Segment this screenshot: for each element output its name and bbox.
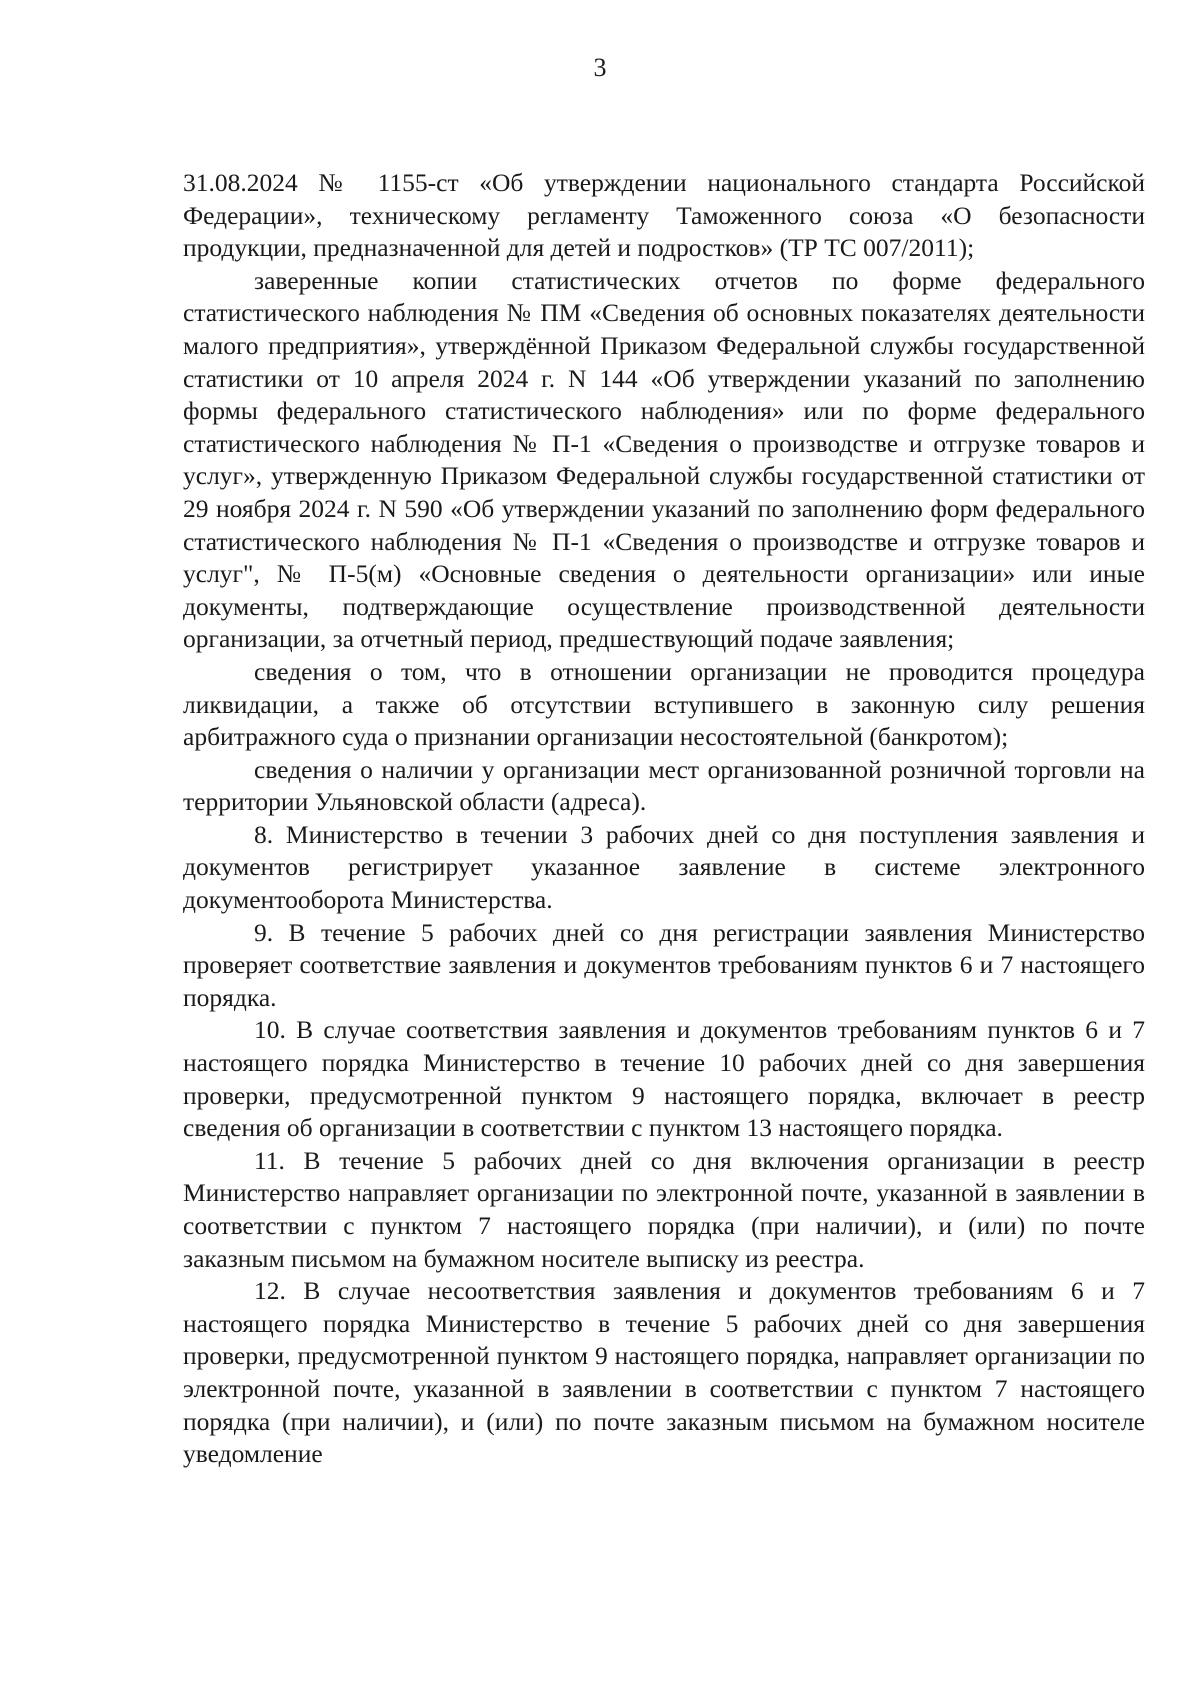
paragraph-item-8: 8. Министерство в течении 3 рабочих дней со дня поступления заявления и документов регистрирует указанное заявление в системе электронного документооборота Министерства. xyxy=(183,819,1145,915)
paragraph-liquidation-info: сведения о том, что в отношении организации не проводится процедура ликвидации, а также об отсутствии вступившего в законную силу решения арбитражного суда о признании организации несостоятельной (банкротом); xyxy=(183,656,1145,752)
paragraph-item-9: 9. В течение 5 рабочих дней со дня регистрации заявления Министерство проверяет соответствие заявления и документов требованиям пунктов 6 и 7 настоящего порядка. xyxy=(183,917,1145,1012)
paragraph-item-10: 10. В случае соответствия заявления и документов требованиям пунктов 6 и 7 настоящего порядка Министерство в течение 10 рабочих дней со дня завершения проверки, предусмотренной пунктом 9 настоящего порядка, включает в реестр сведения об организации в соответствии с пунктом 13 настоящего порядка. xyxy=(183,1015,1145,1143)
document-body xyxy=(183,167,1145,1471)
paragraph-item-11: 11. В течение 5 рабочих дней со дня включения организации в реестр Министерство направляет организации по электронной почте, указанной в заявлении в соответствии с пунктом 7 настоящего порядка (при наличии), и (или) по почте заказным письмом на бумажном носителе выписку из реестра. xyxy=(183,1145,1145,1273)
paragraph-retail-places: сведения о наличии у организации мест организованной розничной торговли на территории Ульяновской области (адреса). xyxy=(183,754,1145,817)
paragraph-statistical-reports: заверенные копии статистических отчетов по форме федерального статистического наблюдения № ПМ «Сведения об основных показателях деятельности малого предприятия», утверждённой Приказом Федеральной службы государственной статистики от 10 апреля 2024 г. N 144 «Об утверждении указаний по заполнению формы федерального статистического наблюдения» или по форме федерального статистического наблюдения № П-1 «Сведения о производстве и отгрузке товаров и услуг», утвержденную Приказом Федеральной службы государственной статистики от 29 ноября 2024 г. N 590 «Об утверждении указаний по заполнению форм федерального статистического наблюдения № П-1 «Сведения о производстве и отгрузке товаров и услуг", № П-5(м) «Основные сведения о деятельности организации» или иные документы, подтверждающие осуществление производственной деятельности организации, за отчетный период, предшествующий подаче заявления; xyxy=(183,265,1145,654)
paragraph-continued: 31.08.2024 № 1155-ст «Об утверждении национального стандарта Российской Федерации», техническому регламенту Таможенного союза «О безопасности продукции, предназначенной для детей и подростков» (ТР ТС 007/2011); xyxy=(183,168,1145,263)
page-number: 3 xyxy=(593,53,607,82)
paragraph-item-12: 12. В случае несоответствия заявления и документов требованиям 6 и 7 настоящего порядка Министерство в течение 5 рабочих дней со дня завершения проверки, предусмотренной пунктом 9 настоящего порядка, направляет организации по электронной почте, указанной в заявлении в соответствии с пунктом 7 настоящего порядка (при наличии), и (или) по почте заказным письмом на бумажном носителе уведомление xyxy=(183,1276,1145,1469)
